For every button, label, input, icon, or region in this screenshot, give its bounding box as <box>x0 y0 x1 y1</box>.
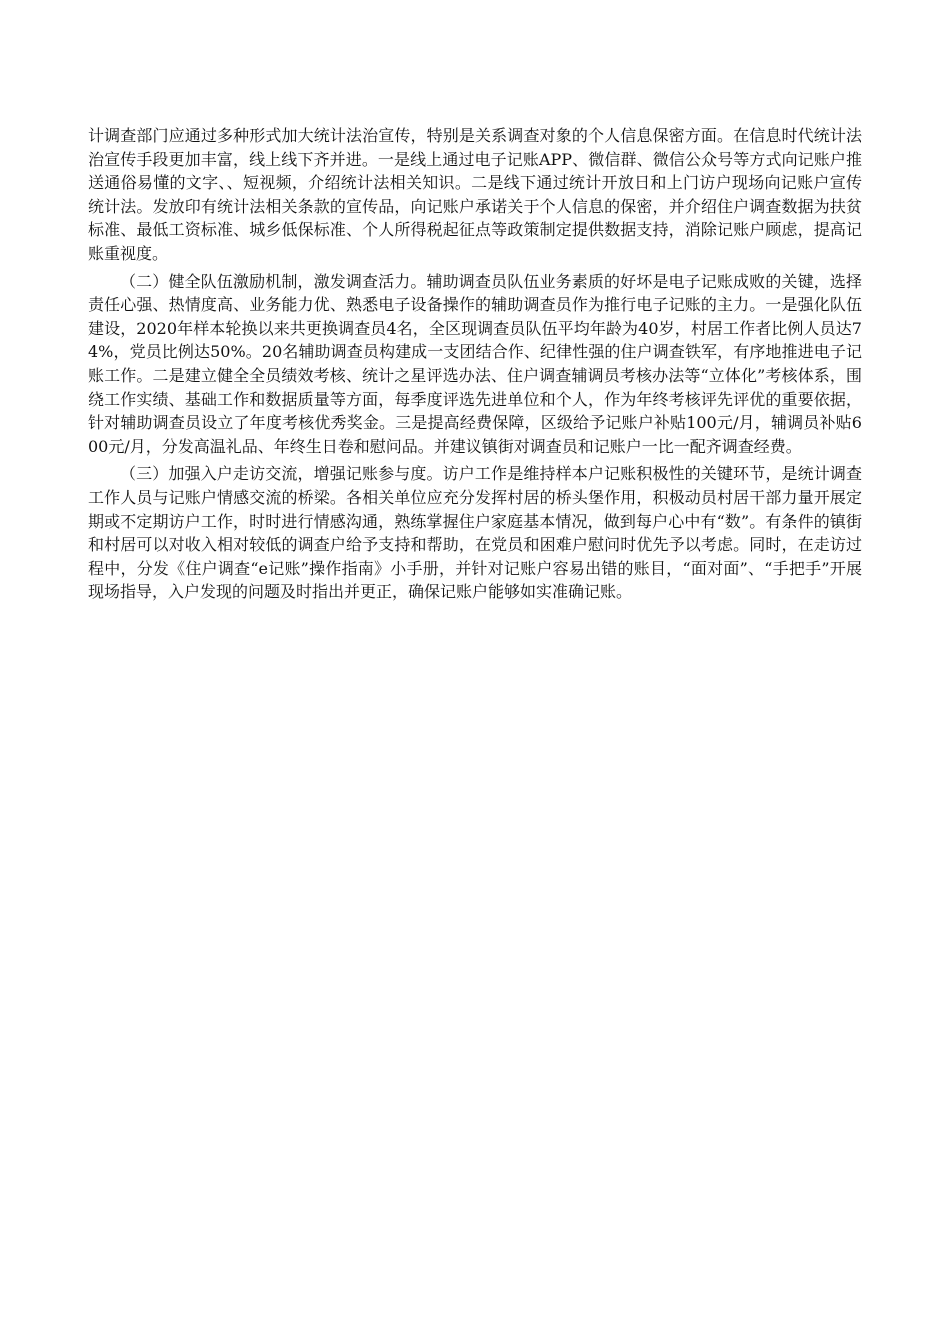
paragraph-publicity-continued: 计调查部门应通过多种形式加大统计法治宣传，特别是关系调查对象的个人信息保密方面。在信息时代统计法治宣传手段更加丰富，线上线下齐并进。一是线上通过电子记账APP、微信群、微信公众号等方式向记账户推送通俗易懂的文字、、短视频，介绍统计法相关知识。二是线下通过统计开放日和上门访户现场向记账户宣传统计法。发放印有统计法相关条款的宣传品，向记账户承诺关于个人信息的保密，并介绍住户调查数据为扶贫标准、最低工资标准、城乡低保标准、个人所得税起征点等政策制定提供数据支持，消除记账户顾虑，提高记账重视度。 <box>88 126 862 263</box>
paragraph-team-incentive: （二）健全队伍激励机制，激发调查活力。辅助调查员队伍业务素质的好坏是电子记账成败的关键，选择责任心强、热情度高、业务能力优、熟悉电子设备操作的辅助调查员作为推行电子记账的主力。一是强化队伍建设，2020年样本轮换以来共更换调查员4名，全区现调查员队伍平均年龄为40岁，村居工作者比例人员达74%，党员比例达50%。20名辅助调查员构建成一支团结合作、纪律性强的住户调查铁军，有序地推进电子记账工作。二是建立健全全员绩效考核、统计之星评选办法、住户调查辅调员考核办法等“立体化”考核体系，围绕工作实绩、基础工作和数据质量等方面，每季度评选先进单位和个人，作为年终考核评先评优的重要依据，针对辅助调查员设立了年度考核优秀奖金。三是提高经费保障，区级给予记账户补贴100元/月，辅调员补贴600元/月，分发高温礼品、年终生日卷和慰问品。并建议镇街对调查员和记账户一比一配齐调查经费。 <box>88 271 862 456</box>
paragraph-household-visits: （三）加强入户走访交流，增强记账参与度。访户工作是维持样本户记账积极性的关键环节，是统计调查工作人员与记账户情感交流的桥梁。各相关单位应充分发挥村居的桥头堡作用，积极动员村居干部力量开展定期或不定期访户工作，时时进行情感沟通，熟练掌握住户家庭基本情况，做到每户心中有“数”。有条件的镇街和村居可以对收入相对较低的调查户给予支持和帮助，在党员和困难户慰问时优先予以考虑。同时，在走访过程中，分发《住户调查“e记账”操作指南》小手册，并针对记账户容易出错的账目，“面对面”、“手把手”开展现场指导，入户发现的问题及时指出并更正，确保记账户能够如实准确记账。 <box>88 464 862 602</box>
document-body <box>88 124 862 608</box>
